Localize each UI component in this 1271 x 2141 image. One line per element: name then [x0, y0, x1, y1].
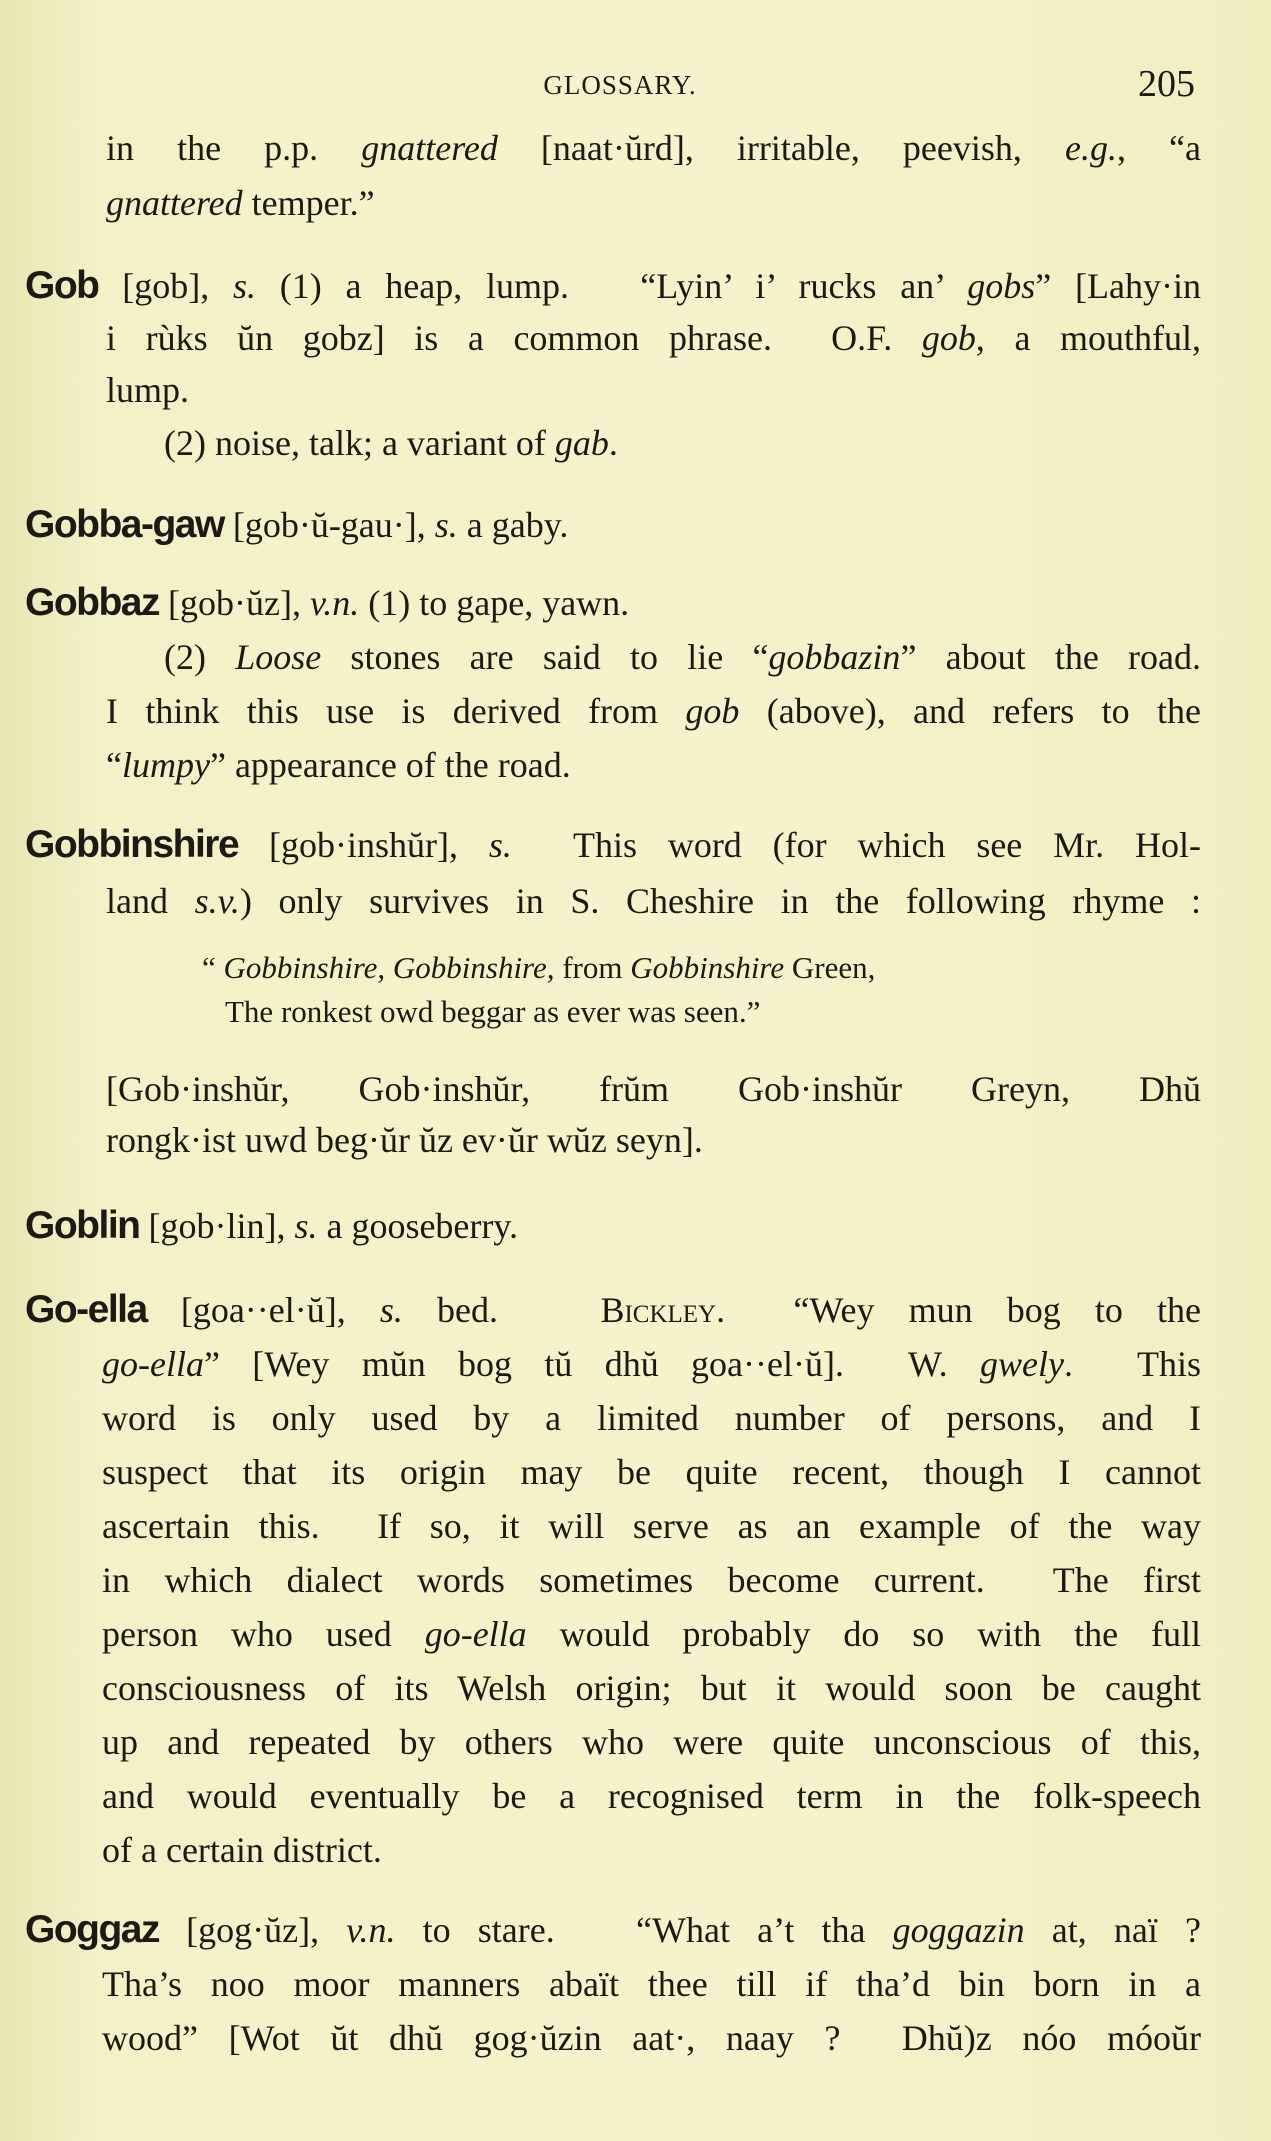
text-line [102, 1774, 1201, 1818]
headword: Go-ella [25, 1288, 147, 1331]
text-line [102, 1666, 1201, 1710]
italic-text: lumpy [121, 745, 210, 785]
italic-text: gobs [967, 266, 1036, 306]
text-run: a gooseberry. [317, 1206, 519, 1246]
italic-text: e.g. [1064, 128, 1117, 168]
italic-text: Gobbinshire, [223, 950, 386, 985]
headword: Goggaz [25, 1908, 159, 1951]
text-line [102, 1504, 1201, 1548]
text-run: “Wey mun bog to the [725, 1290, 1201, 1330]
text-line [25, 264, 1201, 308]
italic-text: gnattered [361, 128, 498, 168]
text-line [106, 316, 1201, 360]
italic-text: s.v. [194, 881, 240, 921]
text-line [25, 503, 1180, 547]
text-run: ascertain this. If so, it will serve as an example of the way [102, 1506, 1201, 1546]
text-run: of a certain district. [102, 1830, 382, 1870]
text-run: rongk·ist uwd beg·ŭr ŭz ev·ŭr wŭz seyn]. [106, 1120, 703, 1160]
text-line [106, 1118, 1180, 1162]
headword: Gobbaz [25, 581, 159, 624]
italic-text: Loose [235, 637, 322, 677]
text-run: (1) to gape, yawn. [359, 583, 630, 623]
italic-text: go-ella [102, 1344, 204, 1384]
text-run: a gaby. [457, 505, 569, 545]
text-run: “ [202, 950, 224, 985]
text-line [106, 689, 1201, 733]
text-line [25, 581, 1180, 625]
text-run: . [608, 423, 618, 463]
text-run: [gob·inshŭr], [238, 825, 489, 865]
text-run: (above), and refers to the [739, 691, 1201, 731]
text-run: [gob·ŭz], [159, 583, 310, 623]
italic-text: s. [294, 1206, 318, 1246]
text-run: [Gob·inshŭr, Gob·inshŭr, frŭm Gob·inshŭr Greyn, Dhŭ [106, 1069, 1201, 1109]
text-run: up and repeated by others who were quite unconscious of this, [102, 1722, 1201, 1762]
text-run: suspect that its origin may be quite recent, though I cannot [102, 1452, 1201, 1492]
text-run: [gob·ŭ-gau·], [223, 505, 435, 545]
text-line [164, 635, 1201, 679]
text-line [225, 990, 1180, 1034]
text-line [102, 1962, 1201, 2006]
text-run [385, 950, 393, 985]
italic-text: goggazin [892, 1910, 1025, 1950]
text-run: (2) noise, talk; a variant of [164, 423, 555, 463]
text-run: i rùks ŭn gobz] is a common phrase. O.F. [106, 318, 922, 358]
italic-text: gab [554, 423, 609, 463]
text-run: would probably do so with the full [526, 1614, 1202, 1654]
text-run: temper.” [242, 183, 375, 223]
text-run: ) only survives in S. Cheshire in the following rhyme : [239, 881, 1202, 921]
text-run: Green, [784, 950, 876, 985]
italic-text: gwely [979, 1344, 1064, 1384]
text-line [106, 181, 1180, 225]
italic-text: gob [921, 318, 976, 358]
text-run: [gog·ŭz], [159, 1910, 347, 1950]
text-run: in the p.p. [106, 128, 362, 168]
italic-text: gobbazin [768, 637, 901, 677]
text-run: at, naï ? [1024, 1910, 1201, 1950]
text-line [102, 2016, 1201, 2060]
text-line [102, 1450, 1201, 1494]
italic-text: v.n. [309, 583, 360, 623]
headword: Gobbinshire [25, 823, 239, 866]
text-line [102, 1720, 1201, 1764]
italic-text: gob [685, 691, 740, 731]
text-line [102, 1342, 1201, 1386]
text-run: [naat·ŭrd], irritable, peevish, [497, 128, 1065, 168]
headword: Gob [25, 264, 99, 307]
text-run: to stare. “What a’t tha [395, 1910, 893, 1950]
italic-text: s. [379, 1290, 403, 1330]
italic-text: v.n. [346, 1910, 396, 1950]
text-run: from [554, 950, 631, 985]
text-run: person who used [102, 1614, 425, 1654]
text-run: ” about the road. [900, 637, 1201, 677]
text-run: in which dialect words sometimes become current. The first [102, 1560, 1201, 1600]
text-run: This word (for which see Mr. Hol- [511, 825, 1202, 865]
small-caps-text: Bickley. [600, 1290, 726, 1330]
text-run: Tha’s noo moor manners abaït thee till if tha’d bin born in a [102, 1964, 1201, 2004]
text-line [106, 743, 1180, 787]
text-line [202, 946, 1180, 990]
text-run: consciousness of its Welsh origin; but it would soon be caught [102, 1668, 1201, 1708]
text-run: wood” [Wot ŭt dhŭ gog·ŭzin aat·, naay ? Dhŭ)z nóo móoŭr [102, 2018, 1201, 2058]
text-run: ” [Wey mŭn bog tŭ dhŭ goa··el·ŭ]. W. [203, 1344, 980, 1384]
text-line [102, 1828, 1180, 1872]
headword: Gobba-gaw [25, 503, 224, 546]
text-line [102, 1612, 1201, 1656]
italic-text: gnattered [106, 183, 243, 223]
text-line [106, 1067, 1201, 1111]
text-line [25, 1204, 1180, 1248]
text-run: word is only used by a limited number of persons, and I [102, 1398, 1201, 1438]
text-line [102, 1558, 1201, 1602]
text-run: . This [1063, 1344, 1201, 1384]
text-run: , a mouthful, [975, 318, 1201, 358]
italic-text: s. [488, 825, 512, 865]
text-run: lump. [106, 370, 190, 410]
text-line [25, 1288, 1201, 1332]
italic-text: s. [233, 266, 257, 306]
running-title: GLOSSARY. [543, 70, 697, 100]
text-run: and would eventually be a recognised term in the folk-speech [102, 1776, 1201, 1816]
text-run: [gob], [98, 266, 233, 306]
text-line [106, 126, 1201, 170]
text-line [25, 1908, 1201, 1952]
text-line [102, 1396, 1201, 1440]
text-run: ” [Lahy·in [1035, 266, 1201, 306]
text-run: [goa··el·ŭ], [146, 1290, 380, 1330]
text-run: The ronkest owd beggar as ever was seen.” [225, 994, 761, 1029]
text-run: ” appearance of the road. [209, 745, 571, 785]
text-run: stones are said to lie “ [321, 637, 769, 677]
italic-text: Gobbinshire, [392, 950, 555, 985]
headword: Goblin [25, 1204, 140, 1247]
text-run: , “a [1116, 128, 1201, 168]
text-run: I think this use is derived from [106, 691, 686, 731]
text-line [164, 421, 1180, 465]
italic-text: s. [434, 505, 458, 545]
text-run: (1) a heap, lump. “Lyin’ i’ rucks an’ [256, 266, 968, 306]
text-line [25, 823, 1201, 867]
text-run: “ [106, 745, 122, 785]
text-run: bed. [402, 1290, 601, 1330]
italic-text: go-ella [424, 1614, 527, 1654]
text-line [106, 879, 1201, 923]
page-number: 205 [1138, 63, 1195, 105]
text-line [106, 368, 1180, 412]
text-run: land [106, 881, 195, 921]
text-run: (2) [164, 637, 236, 677]
italic-text: Gobbinshire [630, 950, 785, 985]
text-run: [gob·lin], [139, 1206, 295, 1246]
